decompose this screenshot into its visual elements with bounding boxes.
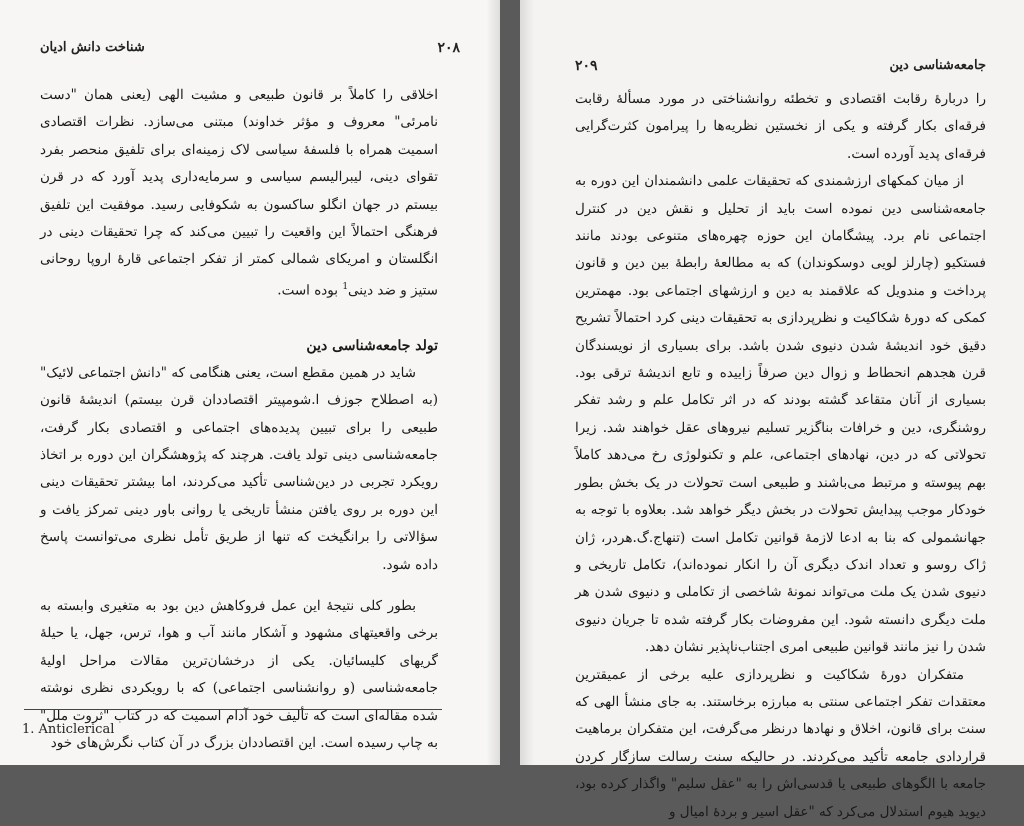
left-page-body [40,82,438,757]
section-gap [40,305,438,319]
right-page [520,0,1024,820]
left-paragraph-1-text: اخلاقی را کاملاً بر قانون طبیعی و مشیت الهی (یعنی همان "دست نامرئی" معروف و مؤثر خداوند) مبتنی می‌سازد. نظرات اقتصادی اسمیت همراه با فلسفهٔ سیاسی لاک زمینه‌ای برای تلفیق منحصر بفرد تقوای دینی، لیبرالیسم سیاسی و سرمایه‌داری پدید آورد که در قرن بیستم در جهان انگلو ساکسون به شکوفایی رسید. موفقیت این تلفیق فرهنگی احتمالاً این واقعیت را تبیین می‌کند که چرا تحقیقات دینی در انگلستان و امریکای شمالی کمتر از تفکر اجتماعی قارهٔ اروپا روحانی ستیز و ضد دینی [40,87,438,299]
left-paragraph-3: بطور کلی نتیجهٔ این عمل فروکاهش دین بود به متغیری وابسته به برخی واقعیتهای مشهود و آشکار مانند آب و هوا، ترس، جهل، یا حیلهٔ گریهای کلیسائیان. یکی از درخشان‌ترین مقالات مراحل اولیهٔ جامعه‌شناسی (و روانشناسی اجتماعی) که با رویکردی نظری نوشته شده مقاله‌ای است که تألیف خود آدام اسمیت که در کتاب "ثروت ملل" به چاپ رسیده است. این اقتصاددان بزرگ در آن کتاب نگرش‌های خود [40,598,438,752]
paragraph-gap [40,579,438,593]
right-page-number: ۲۰۹ [575,58,598,74]
left-paragraph-1-tail: بوده است. [277,282,343,299]
footnote-marker: 1 [342,281,349,292]
right-paragraph-3: متفکران دورهٔ شکاکیت و نظرپردازی علیه برخی از عمیقترین معتقدات تفکر اجتماعی سنتی به مبارزه برخاستند. به جای منشأ الهی که سنت برای قانون، اخلاق و نهادها درنظر می‌گرفت، این متفکران برماهیت قراردادی جامعه تأکید می‌کردند. در حالیکه سنت رسالت سازگار کردن جامعه با الگوهای طبیعی یا قدسی‌اش را به "عقل سلیم" واگذار کرده بود، دیوید هیوم استدلال می‌کرد که "عقل اسیر و بردهٔ امیال و [575,666,986,820]
left-running-head: شناخت دانش ادیان [40,40,145,55]
footnote: 1. Anticlerical [22,722,115,737]
left-paragraph-1 [40,82,438,305]
left-gutter-shadow [486,0,500,765]
left-paragraph-2: شاید در همین مقطع است، یعنی هنگامی که "دانش اجتماعی لائیک" (به اصطلاح جوزف ا.شومپیتر اقتصاددان قرن بیستم) اندیشهٔ قانون طبیعی را برای تبیین پدیده‌های اجتماعی و اقتصادی بکار گرفت، جامعه‌شناسی دینی تولد یافت. هرچند که پژوهشگران این دوره بر اتخاذ رویکرد تجربی در دین‌شناسی تأکید می‌کردند، اما بیشتر تحقیقات دینی این دوره بر روی یافتن منشأ تاریخی یا روانی باور دینی تمرکز یافت و سؤالاتی را برانگیخت که تنها از طریق تأمل نظری می‌توانست پاسخ داده شود. [40,364,438,573]
right-page-body [575,86,986,826]
right-paragraph-1: را دربارهٔ رقابت اقتصادی و تخطئه روانشناختی در مورد مسألهٔ رقابت فرقه‌ای بکار گرفته و یکی از نخستین نظریه‌ها را پیرامون کثرت‌گرایی فرقه‌ای پدید آورده است. [575,91,986,162]
right-gutter-shadow [520,0,534,765]
left-page-header [40,40,460,62]
right-running-head: جامعه‌شناسی دین [889,58,986,73]
section-heading: تولد جامعه‌شناسی دین [306,337,438,354]
left-page [0,0,500,765]
footnote-rule [24,709,442,710]
left-page-number: ۲۰۸ [437,40,460,56]
right-paragraph-2: از میان کمکهای ارزشمندی که تحقیقات علمی دانشمندان این دوره به جامعه‌شناسی دین نموده است باید از تحلیل و نقش دین در کنترل اجتماعی نام برد. پیشگامان این حوزه چهره‌های متنوعی بودند مانند فستکیو (چارلز لویی دوسکوندان) که به مطالعهٔ رابطهٔ بین دین و قانون پرداخت و مندویل که علاقمند به دین و ارزشهای اجتماعی بود. مهمترین کمکی که دورهٔ شکاکیت و نظرپردازی به تحقیقات دینی کرد احتمالاً تشریح دقیق خود اندیشهٔ شدن دنیوی شدن باشد. برای بسیاری از نویسندگان قرن هجدهم انحطاط و زوال دین صرفاً زاییده و تابع اندیشهٔ ترقی بود. بسیاری از آنان متقاعد گشته بودند که در اثر تکامل علم و رشد تفکر روشنگری، دین و خرافات بناگزیر تسلیم نیروهای عقل خواهند شد. زیرا تحولاتی که در دین، نهادهای اجتماعی، علم و تکنولوژی رخ می‌دهد کاملاً بهم پیوسته و مرتبط می‌باشند و طبیعی است تحولات در یک بخش بطور خودکار موجب پیدایش تحولات در بخش دیگر خواهد شد. بعلاوه با توجه به جهانشمولی که بنا به ادعا لازمهٔ قوانین تکامل است (تنهاج.گ.هردر، ژان ژاک روسو و تعداد اندک دیگری آن را انکار نموده‌اند)، تکامل تاریخی و دنیوی شدن یک ملت می‌تواند نمونهٔ شاخصی از تکاملی و دنیوی شدن هر ملت دیگری دانسته شود. این مفروضات بکار گرفته شده تا جریان دنیوی شدن را نیز مانند قوانین طبیعی امری اجتناب‌ناپذیر نشان دهد. [575,173,986,656]
right-page-header [575,58,986,80]
